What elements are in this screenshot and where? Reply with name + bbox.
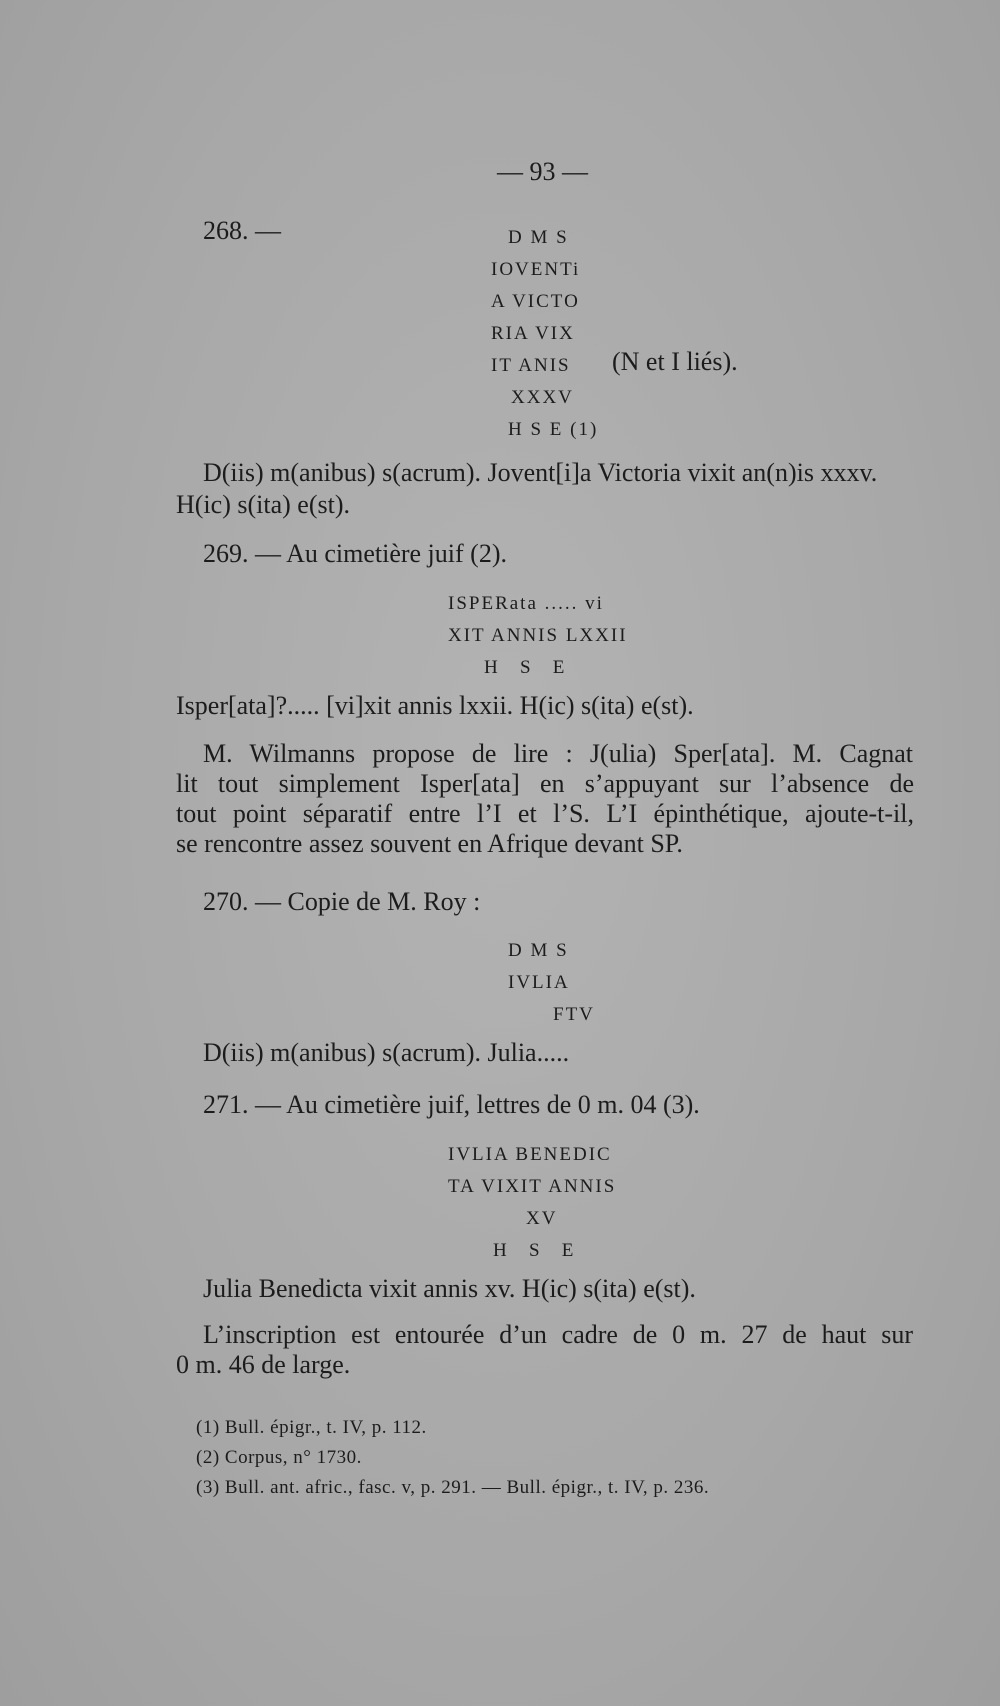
entry-270-heading: 270. — Copie de M. Roy : xyxy=(203,887,481,916)
entry-268-label: 268. — xyxy=(203,216,281,245)
footnote-1: (1) Bull. épigr., t. IV, p. 112. xyxy=(196,1417,427,1438)
inscription-271-line-4: H S E xyxy=(493,1240,576,1261)
page-number: — 93 — xyxy=(497,157,588,186)
inscription-269-line-1: ISPERata ..... vi xyxy=(448,593,604,614)
commentary-269-line-3: tout point séparatif entre l’I et l’S. L’I épinthétique, ajoute-t-il, xyxy=(176,799,914,828)
transcription-270: D(iis) m(anibus) s(acrum). Julia..... xyxy=(203,1038,570,1067)
footnote-2: (2) Corpus, n° 1730. xyxy=(196,1447,362,1468)
footnote-3: (3) Bull. ant. afric., fasc. v, p. 291. — Bull. épigr., t. IV, p. 236. xyxy=(196,1477,710,1498)
note-271-line-2: 0 m. 46 de large. xyxy=(176,1350,351,1379)
entry-271-heading: 271. — Au cimetière juif, lettres de 0 m. 04 (3). xyxy=(203,1090,700,1119)
inscription-268-line-6: XXXV xyxy=(511,387,574,408)
inscription-270-line-1: D M S xyxy=(508,940,569,961)
inscription-268-line-5: IT ANIS xyxy=(491,355,571,376)
inscription-268-line-7: H S E (1) xyxy=(508,419,599,440)
inscription-271-line-1: IVLIA BENEDIC xyxy=(448,1144,612,1165)
inscription-268-line-3: A VICTO xyxy=(491,291,580,312)
commentary-269-line-2: lit tout simplement Isper[ata] en s’appuyant sur l’absence de xyxy=(176,769,914,798)
transcription-269: Isper[ata]?..... [vi]xit annis lxxii. H(ic) s(ita) e(st). xyxy=(176,691,694,720)
inscription-268-note: (N et I liés). xyxy=(612,347,738,376)
transcription-268-line-1: D(iis) m(anibus) s(acrum). Jovent[i]a Victoria vixit an(n)is xxxv. xyxy=(203,458,878,487)
inscription-268-line-2: IOVENTi xyxy=(491,259,581,280)
inscription-271-line-2: TA VIXIT ANNIS xyxy=(448,1176,617,1197)
note-271-line-1: L’inscription est entourée d’un cadre de 0 m. 27 de haut sur xyxy=(203,1320,913,1349)
transcription-271: Julia Benedicta vixit annis xv. H(ic) s(ita) e(st). xyxy=(203,1274,696,1303)
transcription-268-line-2: H(ic) s(ita) e(st). xyxy=(176,490,350,519)
inscription-270-line-2: IVLIA xyxy=(508,972,570,993)
commentary-269-line-1: M. Wilmanns propose de lire : J(ulia) Sper[ata]. M. Cagnat xyxy=(203,739,913,768)
inscription-270-line-3: FTV xyxy=(553,1004,595,1025)
commentary-269-line-4: se rencontre assez souvent en Afrique devant SP. xyxy=(176,829,683,858)
inscription-269-line-3: H S E xyxy=(484,657,567,678)
inscription-268-line-4: RIA VIX xyxy=(491,323,575,344)
inscription-268-line-1: D M S xyxy=(508,227,569,248)
inscription-269-line-2: XIT ANNIS LXXII xyxy=(448,625,628,646)
entry-269-heading: 269. — Au cimetière juif (2). xyxy=(203,539,507,568)
inscription-271-line-3: XV xyxy=(526,1208,558,1229)
